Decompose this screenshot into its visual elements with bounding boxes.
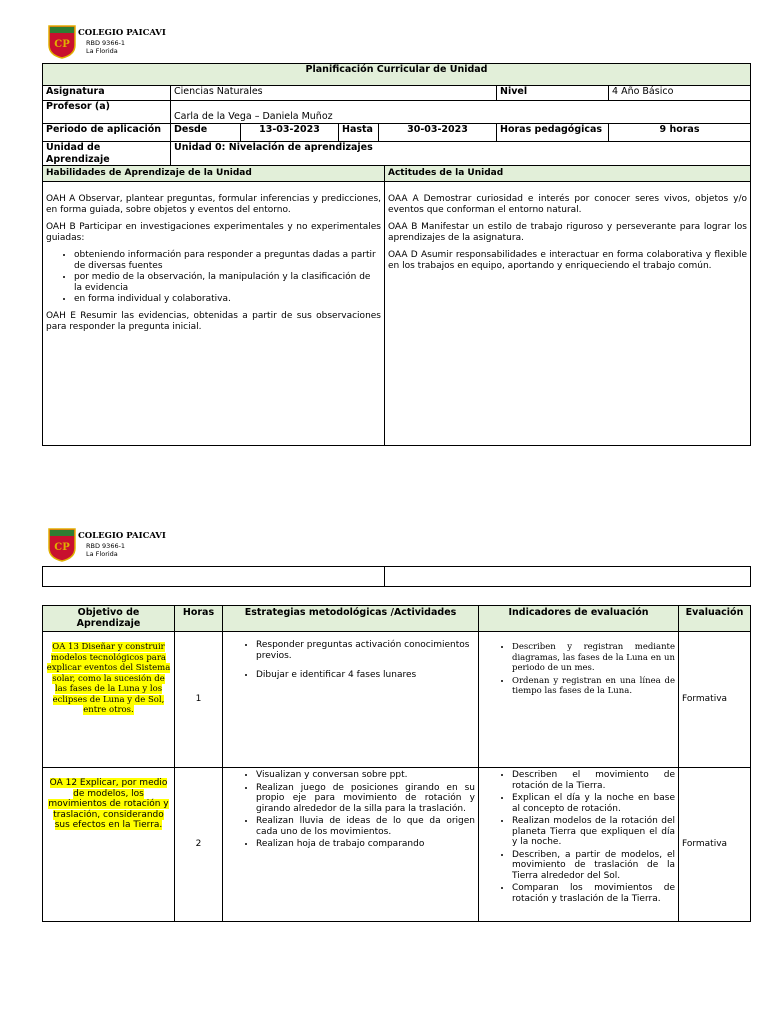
table-row xyxy=(43,632,751,768)
school-name: COLEGIO PAICAVI xyxy=(78,28,166,38)
list-item: • Visualizan y conversan sobre ppt. xyxy=(256,770,475,781)
periodo-label: Periodo de aplicación xyxy=(43,124,171,142)
profesor-label: Profesor (a) xyxy=(43,101,171,124)
horas-header: Horas xyxy=(175,606,223,632)
objetivo-text: OA 13 Diseñar y construir modelos tecnológicos para explicar eventos del Sistema solar, como la sucesión de las fases de la Luna y los eclipses de Luna y de Sol, entre otros. xyxy=(46,642,171,715)
list-item: • Realizan juego de posiciones girando en su propio eje para movimiento de rotación y girando alrededor de la silla para la traslación. xyxy=(256,783,475,815)
horas-cell: 2 xyxy=(175,768,223,922)
actitudes-cell xyxy=(385,182,751,446)
indicadores-cell xyxy=(479,768,679,922)
indicadores-cell xyxy=(479,632,679,768)
horas-cell: 1 xyxy=(175,632,223,768)
list-item: • Describen y registran mediante diagramas, las fases de la Luna en un periodo de un mes. xyxy=(512,642,675,674)
evaluacion-cell: Formativa xyxy=(679,768,751,922)
objetivo-text: OA 12 Explicar, por medio de modelos, los movimientos de rotación y traslación, considerando sus efectos en la Tierra. xyxy=(48,778,169,830)
rbd-number: RBD 9366-1 xyxy=(86,542,126,550)
nivel-label: Nivel xyxy=(497,86,609,101)
plan-title: Planificación Curricular de Unidad xyxy=(43,64,751,86)
empty-cell xyxy=(385,567,751,587)
list-item: • Realizan lluvia de ideas de lo que da origen cada uno de los movimientos. xyxy=(256,816,475,837)
list-item: • Describen el movimiento de rotación de la Tierra. xyxy=(512,770,675,791)
objetivo-cell xyxy=(43,632,175,768)
desde-value: 13-03-2023 xyxy=(241,124,339,142)
empty-header-table xyxy=(42,566,751,587)
hasta-label: Hasta xyxy=(339,124,379,142)
habilidades-header: Habilidades de Aprendizaje de la Unidad xyxy=(43,166,385,182)
nivel-value: 4 Año Básico xyxy=(609,86,751,101)
list-item: • Explican el día y la noche en base al concepto de rotación. xyxy=(512,793,675,814)
skills-attitudes-table xyxy=(42,165,751,446)
activities-table xyxy=(42,605,751,922)
school-logo xyxy=(48,528,76,562)
list-item: • Ordenan y registran en una línea de tiempo las fases de la Luna. xyxy=(512,676,675,697)
logo-letters: CP xyxy=(54,542,70,553)
oah-a: OAH A Observar, plantear preguntas, formular inferencias y predicciones, en forma guiada, sobre objetos y eventos del entorno. xyxy=(46,194,381,215)
empty-cell xyxy=(43,567,385,587)
asignatura-label: Asignatura xyxy=(43,86,171,101)
estrategias-cell xyxy=(223,632,479,768)
list-item: • obteniendo información para responder a preguntas dadas a partir de diversas fuentes xyxy=(74,250,381,272)
plan-info-table xyxy=(42,63,751,167)
habilidades-cell xyxy=(43,182,385,446)
crest-icon xyxy=(48,528,76,562)
asignatura-value: Ciencias Naturales xyxy=(171,86,497,101)
unidad-value: Unidad 0: Nivelación de aprendizajes xyxy=(171,142,751,167)
indicadores-header: Indicadores de evaluación xyxy=(479,606,679,632)
logo-letters: CP xyxy=(54,39,70,50)
school-location: La Florida xyxy=(86,550,118,558)
list-item: • por medio de la observación, la manipulación y la clasificación de la evidencia xyxy=(74,272,381,294)
list-item: • Realizan hoja de trabajo comparando xyxy=(256,839,475,850)
table-row xyxy=(43,768,751,922)
list-item: • Realizan modelos de la rotación del planeta Tierra que expliquen el día y la noche. xyxy=(512,816,675,848)
oaa-a: OAA A Demostrar curiosidad e interés por conocer seres vivos, objetos y/o eventos que conforman el entorno natural. xyxy=(388,194,747,215)
objetivo-header: Objetivo de Aprendizaje xyxy=(43,606,175,632)
actitudes-header: Actitudes de la Unidad xyxy=(385,166,751,182)
oah-e: OAH E Resumir las evidencias, obtenidas a partir de sus observaciones para responder la pregunta inicial. xyxy=(46,311,381,332)
list-item: • Describen, a partir de modelos, el movimiento de traslación de la Tierra alrededor del Sol. xyxy=(512,850,675,882)
hasta-value: 30-03-2023 xyxy=(379,124,497,142)
desde-label: Desde xyxy=(171,124,241,142)
objetivo-cell xyxy=(43,768,175,922)
profesor-value: Carla de la Vega – Daniela Muñoz xyxy=(171,101,751,124)
horas-label: Horas pedagógicas xyxy=(497,124,609,142)
oaa-b: OAA B Manifestar un estilo de trabajo riguroso y perseverante para lograr los aprendizajes de la asignatura. xyxy=(388,222,747,243)
oaa-d: OAA D Asumir responsabilidades e interactuar en forma colaborativa y flexible en los trabajos en equipo, aportando y enriqueciendo el trabajo común. xyxy=(388,250,747,271)
list-item: • Responder preguntas activación conocimientos previos. xyxy=(256,640,475,661)
rbd-number: RBD 9366-1 xyxy=(86,39,126,47)
estrategias-cell xyxy=(223,768,479,922)
list-item: • Dibujar e identificar 4 fases lunares xyxy=(256,670,475,681)
oah-b: OAH B Participar en investigaciones experimentales y no experimentales guiadas: xyxy=(46,222,381,243)
horas-value: 9 horas xyxy=(609,124,751,142)
oah-b-list xyxy=(46,250,381,305)
list-item: • Comparan los movimientos de rotación y traslación de la Tierra. xyxy=(512,883,675,904)
school-location: La Florida xyxy=(86,47,118,55)
unidad-label: Unidad de Aprendizaje xyxy=(43,142,171,167)
crest-icon xyxy=(48,25,76,59)
school-name: COLEGIO PAICAVI xyxy=(78,531,166,541)
estrategias-header: Estrategias metodológicas /Actividades xyxy=(223,606,479,632)
school-logo xyxy=(48,25,76,59)
list-item: • en forma individual y colaborativa. xyxy=(74,294,381,305)
evaluacion-header: Evaluación xyxy=(679,606,751,632)
evaluacion-cell: Formativa xyxy=(679,632,751,768)
